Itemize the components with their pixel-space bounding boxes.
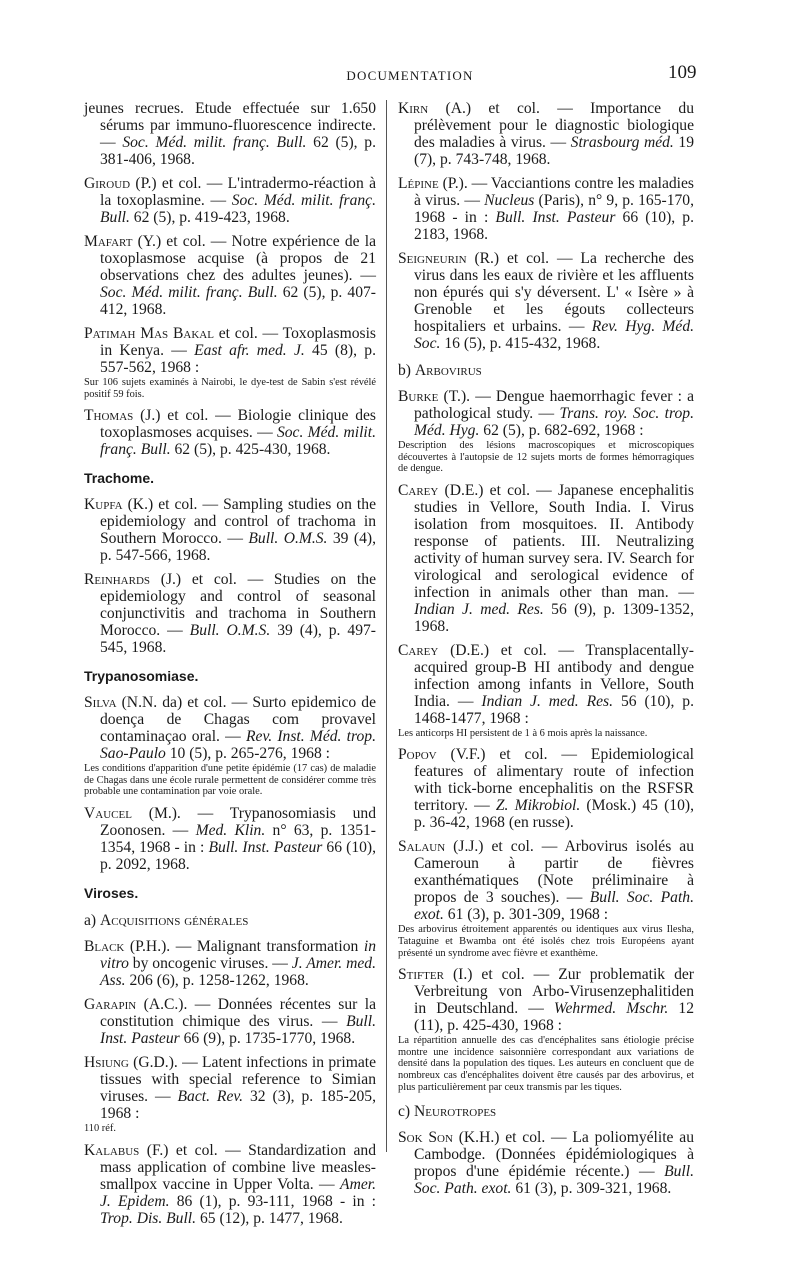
author-name: Giroud	[84, 175, 131, 192]
citation-fragment: (Mosk.) 45 (10), p. 36-42, 1968 (en russe).	[414, 797, 694, 832]
journal-title: Bull. Soc. Path. exot.	[414, 889, 694, 924]
right-column	[398, 100, 694, 1204]
citation-text	[84, 995, 376, 1047]
citation-text	[398, 641, 694, 727]
citation-fragment: (D.E.) et col. — Japanese encephalitis studies in Vellore, South India. I. Virus isolation from mosquitoes. II. Antibody response of patients. III. Neutralizing activity of human survey sera. IV. Search for virological and serological evidence of infection in animals other than man. —	[414, 481, 694, 601]
annotation-note: 110 réf.	[84, 1122, 116, 1134]
citation-text	[84, 233, 376, 318]
subsection-heading	[398, 362, 694, 379]
citation-text	[84, 804, 376, 873]
citation-fragment: 39 (4), p. 547-566, 1968.	[100, 530, 376, 565]
citation-fragment: (R.) et col. — La recherche des virus dans les eaux de rivière et les affluents non épurés qui s'y déversent. L' « Isère » à Grenoble et les égouts collecteurs hospitaliers et urbains. —	[414, 250, 694, 335]
citation-fragment: 62 (5), p. 407-412, 1968.	[100, 284, 376, 318]
bibliography-entry	[398, 100, 694, 168]
author-name: Hsiung	[84, 1053, 129, 1071]
annotation-note: Les conditions d'apparition d'une petite épidémie (17 cas) de maladie de Chagas dans une école rurale permettent de considérer comme très probable une contamination par voie orale.	[84, 763, 376, 798]
citation-fragment: 56 (10), p. 1468-1477, 1968 :	[414, 692, 694, 727]
citation-fragment: (J.) et col. — Studies on the epidemiology and control of seasonal conjunctivitis and trachoma in Southern Morocco. —	[100, 571, 376, 640]
citation-fragment: (Paris), n° 9, p. 165-170, 1968 - in :	[414, 192, 695, 226]
author-name: Vaucel	[84, 804, 132, 822]
left-column	[84, 100, 376, 1234]
citation-fragment: (P.). — Vacciantions contre les maladies à virus. —	[414, 175, 694, 209]
author-name: Garapin	[84, 995, 137, 1013]
author-name: Burke	[398, 388, 439, 405]
citation-fragment: 56 (9), p. 1309-1352, 1968.	[414, 600, 694, 635]
citation-fragment: 86 (1), p. 93-111, 1968 - in :	[169, 1192, 376, 1210]
citation-fragment: 16 (5), p. 415-432, 1968.	[440, 335, 601, 352]
journal-title: Soc. Méd. milit. franç. Bull.	[122, 134, 307, 151]
citation-fragment: n° 63, p. 1351-1354, 1968 - in :	[100, 821, 376, 856]
citation-fragment: (I.) et col. — Zur problematik der Verbreitung von Arbo-Virusenzephalitiden in Deutschland. —	[414, 966, 694, 1018]
annotation-note: Les anticorps HI persistent de 1 à 6 mois après la naissance.	[398, 727, 648, 739]
citation-fragment: (M.). — Trypanosomiasis und Zoonosen. —	[100, 804, 376, 839]
bibliography-entry	[84, 496, 376, 564]
annotation-note: Des arbovirus étroitement apparentés ou identiques aux virus Ilesha, Tataguine et Bwamba ont été isolés chez trois Européens ayant présenté un syndrome avec fièvre et exanthème.	[398, 924, 694, 959]
citation-text	[84, 175, 376, 226]
subsection-title: Arbovirus	[414, 362, 482, 379]
citation-fragment: (F.) et col. — Standardization and mass application of combine live measles-smallpox vaccine in Upper Volta. —	[100, 1141, 376, 1193]
column-rule	[386, 100, 387, 1152]
author-name: Mafart	[84, 233, 133, 250]
journal-title: Soc. Méd. milit. franç. Bull.	[100, 192, 376, 226]
citation-fragment: (Y.) et col. — Notre expérience de la toxoplasmose acquise (à propos de 21 observations chez des adultes jeunes). —	[100, 233, 376, 284]
subsection-letter: b)	[398, 362, 415, 379]
citation-fragment: 32 (3), p. 185-205, 1968 :	[100, 1087, 376, 1122]
journal-title: Trans. roy. Soc. trop. Méd. Hyg.	[414, 405, 694, 439]
citation-fragment: 65 (12), p. 1477, 1968.	[196, 1209, 343, 1227]
citation-text	[398, 1129, 694, 1198]
citation-text	[398, 966, 694, 1035]
section-heading: Trachome.	[84, 470, 155, 487]
author-name: Thomas	[84, 407, 134, 425]
citation-fragment: 12 (11), p. 425-430, 1968 :	[414, 1000, 694, 1035]
citation-text	[84, 325, 377, 376]
citation-text	[398, 481, 694, 635]
citation-fragment: 62 (5), p. 419-423, 1968.	[129, 209, 290, 226]
citation-text	[398, 838, 694, 924]
citation-fragment: 10 (5), p. 265-276, 1968 :	[165, 745, 330, 763]
annotation-note: Sur 106 sujets examinés à Nairobi, le dye-test de Sabin s'est révélé positif 59 fois.	[84, 377, 376, 400]
subsection-heading	[398, 1103, 694, 1120]
subsection-letter: a)	[84, 911, 101, 929]
author-name: Reinhards	[84, 571, 151, 589]
journal-title: J. Amer. med. Ass.	[100, 954, 376, 989]
journal-title: Med. Klin.	[195, 821, 266, 839]
citation-fragment: (K.) et col. — Sampling studies on the epidemiology and control of trachoma in Southern Morocco. —	[100, 496, 376, 548]
journal-title: Rev. Inst. Méd. trop. Sao-Paulo	[100, 728, 376, 763]
citation-fragment: et col. — Toxoplasmosis in Kenya. —	[100, 325, 377, 359]
author-name: Salaun	[398, 838, 446, 856]
subsection-title: Neurotropes	[414, 1103, 497, 1121]
journal-title: Trop. Dis. Bull.	[100, 1209, 197, 1227]
author-name: Black	[84, 937, 125, 955]
bibliography-entry	[84, 100, 376, 168]
bibliography-entry	[398, 175, 694, 243]
author-name: Kupfa	[84, 496, 123, 514]
bibliography-entry	[84, 1054, 376, 1135]
citation-fragment: 62 (5), p. 682-692, 1968 :	[479, 422, 644, 439]
journal-title: Bull. O.M.S.	[248, 530, 328, 548]
subsection-heading	[84, 912, 376, 929]
bibliography-entry	[398, 388, 694, 475]
journal-title: Rev. Hyg. Méd. Soc.	[414, 318, 695, 352]
citation-text	[84, 407, 376, 459]
citation-fragment: jeunes recrues. Etude effectuée sur 1.650 sérums par immuno-fluorescence indirecte. —	[84, 100, 376, 151]
author-name: Seigneurin	[398, 250, 467, 267]
bibliography-entry	[398, 1129, 694, 1197]
citation-fragment: (G.D.). — Latent infections in primate tissues with special reference to Simian viruses. —	[100, 1053, 376, 1105]
journal-title: Strasbourg méd.	[570, 134, 674, 151]
citation-fragment: (N.N. da) et col. — Surto epidemico de doença de Chagas com provavel contaminaçao oral. —	[100, 694, 376, 746]
journal-title: in vitro	[100, 937, 376, 972]
section-heading: Viroses.	[84, 884, 139, 901]
citation-fragment: (A.) et col. — Importance du prélèvement pour le diagnostic biologique des maladies à virus. —	[414, 100, 694, 151]
author-name: Stifter	[398, 966, 444, 984]
citation-fragment: (J.J.) et col. — Arbovirus isolés au Cameroun à partir de fièvres exanthématiques (Note préliminaire à propos de 3 souches). —	[414, 838, 694, 907]
citation-text	[398, 388, 694, 439]
citation-fragment: 61 (3), p. 309-321, 1968.	[511, 1180, 672, 1198]
citation-text	[84, 496, 376, 565]
citation-text	[84, 1053, 376, 1122]
journal-title: East afr. med. J.	[194, 342, 305, 359]
bibliography-entry	[398, 746, 694, 831]
journal-title: Bull. Inst. Pasteur	[208, 838, 323, 856]
citation-text	[398, 746, 694, 832]
citation-text	[84, 1141, 376, 1227]
bibliography-entry	[84, 325, 376, 400]
bibliography-entry	[84, 175, 376, 226]
journal-title: Bull. Inst. Pasteur	[100, 1012, 376, 1047]
citation-fragment: (D.E.) et col. — Transplacentally-acquired group-B HI antibody and dengue infection among infants in Vellore, South India. —	[414, 641, 694, 710]
author-name: Carey	[398, 481, 439, 499]
bibliography-entry	[84, 233, 376, 318]
author-name: Carey	[398, 641, 439, 659]
bibliography-entry	[84, 805, 376, 873]
citation-fragment: (P.H.). — Malignant transformation	[124, 937, 364, 955]
bibliography-entry	[84, 996, 376, 1047]
bibliography-entry	[84, 938, 376, 989]
journal-title: Amer. J. Epidem.	[100, 1175, 376, 1210]
citation-fragment: (A.C.). — Données récentes sur la constitution chimique des virus. —	[100, 995, 376, 1030]
citation-fragment: (P.) et col. — L'intradermo-réaction à la toxoplasmine. —	[100, 175, 376, 209]
citation-fragment: 66 (10), p. 2183, 1968.	[414, 209, 695, 243]
citation-text	[84, 694, 376, 763]
citation-fragment: 206 (6), p. 1258-1262, 1968.	[125, 971, 309, 989]
author-name: Popov	[398, 746, 437, 764]
author-name: Patimah Mas Bakal	[84, 325, 214, 342]
journal-title: Indian J. med. Res.	[414, 600, 544, 618]
journal-title: Soc. Méd. milit. franç. Bull.	[100, 424, 376, 459]
journal-title: Bull. O.M.S.	[189, 622, 271, 640]
citation-text	[84, 937, 376, 989]
annotation-note: Description des lésions macroscopiques et microscopiques découvertes à l'autopsie de 12 sujets morts de formes hémorragiques de dengue.	[398, 440, 694, 475]
citation-fragment: by oncogenic viruses. —	[128, 954, 292, 972]
citation-fragment: 66 (9), p. 1735-1770, 1968.	[179, 1029, 356, 1047]
bibliography-entry	[84, 694, 376, 798]
citation-fragment: 45 (8), p. 557-562, 1968 :	[100, 342, 376, 376]
citation-fragment: 66 (10), p. 2092, 1968.	[100, 838, 376, 873]
annotation-note: La répartition annuelle des cas d'encéphalites sans étiologie précise montre une incidence saisonnière correspondant aux variations de densité dans la population des tiques. Les auteurs en concluent que de nombreux cas d'encéphalites doivent être causés par des arbovirus, et plus particulièrement par ceux transmis par les tiques.	[398, 1035, 694, 1093]
author-name: Kirn	[398, 100, 429, 117]
author-name: Silva	[84, 694, 117, 712]
citation-fragment: 19 (7), p. 743-748, 1968.	[414, 134, 694, 168]
citation-fragment: (J.) et col. — Biologie clinique des toxoplasmoses acquises. —	[100, 407, 376, 442]
citation-text	[398, 175, 695, 243]
subsection-letter: c)	[398, 1103, 415, 1121]
citation-fragment: 62 (5), p. 425-430, 1968.	[170, 441, 331, 459]
citation-fragment: (V.F.) et col. — Epidemiological features of alimentary route of infection with tick-borne encephalitis on the RSFSR territory. —	[414, 746, 694, 815]
section-heading: Trypanosomiase.	[84, 668, 199, 685]
journal-title: Bull. Soc. Path. exot.	[414, 1163, 694, 1198]
author-name: Lépine	[398, 175, 439, 192]
citation-text	[398, 100, 694, 168]
citation-text	[84, 100, 376, 168]
bibliography-entry	[398, 642, 694, 740]
citation-text	[84, 571, 376, 657]
bibliography-entry	[398, 250, 694, 352]
journal-title: Soc. Méd. milit. franç. Bull.	[100, 284, 278, 301]
subsection-title: Acquisitions générales	[100, 911, 249, 929]
page-number: 109	[668, 62, 697, 83]
author-name: Sok Son	[398, 1129, 453, 1147]
citation-fragment: 62 (5), p. 381-406, 1968.	[100, 134, 376, 168]
citation-fragment: (T.). — Dengue haemorrhagic fever : a pathological study. —	[414, 388, 694, 422]
running-header: DOCUMENTATION	[346, 68, 474, 83]
bibliography-entry	[398, 966, 694, 1093]
citation-fragment: (K.H.) et col. — La poliomyélite au Cambodge. (Données épidémiologiques à propos d'une épidémie récente.) —	[414, 1129, 694, 1181]
bibliography-entry	[398, 838, 694, 959]
bibliography-entry	[84, 1142, 376, 1227]
journal-title: Nucleus	[484, 192, 535, 209]
bibliography-entry	[84, 571, 376, 656]
citation-text	[398, 250, 695, 352]
bibliography-entry	[398, 482, 694, 635]
journal-title: Z. Mikrobiol.	[495, 797, 581, 815]
author-name: Kalabus	[84, 1141, 140, 1159]
citation-fragment: 61 (3), p. 301-309, 1968 :	[443, 906, 609, 924]
journal-title: Bull. Inst. Pasteur	[495, 209, 616, 226]
journal-title: Bact. Rev.	[177, 1087, 244, 1105]
journal-title: Wehrmed. Mschr.	[553, 1000, 669, 1018]
citation-fragment: 39 (4), p. 497-545, 1968.	[100, 622, 376, 657]
journal-title: Indian J. med. Res.	[481, 692, 614, 710]
bibliography-entry	[84, 407, 376, 458]
